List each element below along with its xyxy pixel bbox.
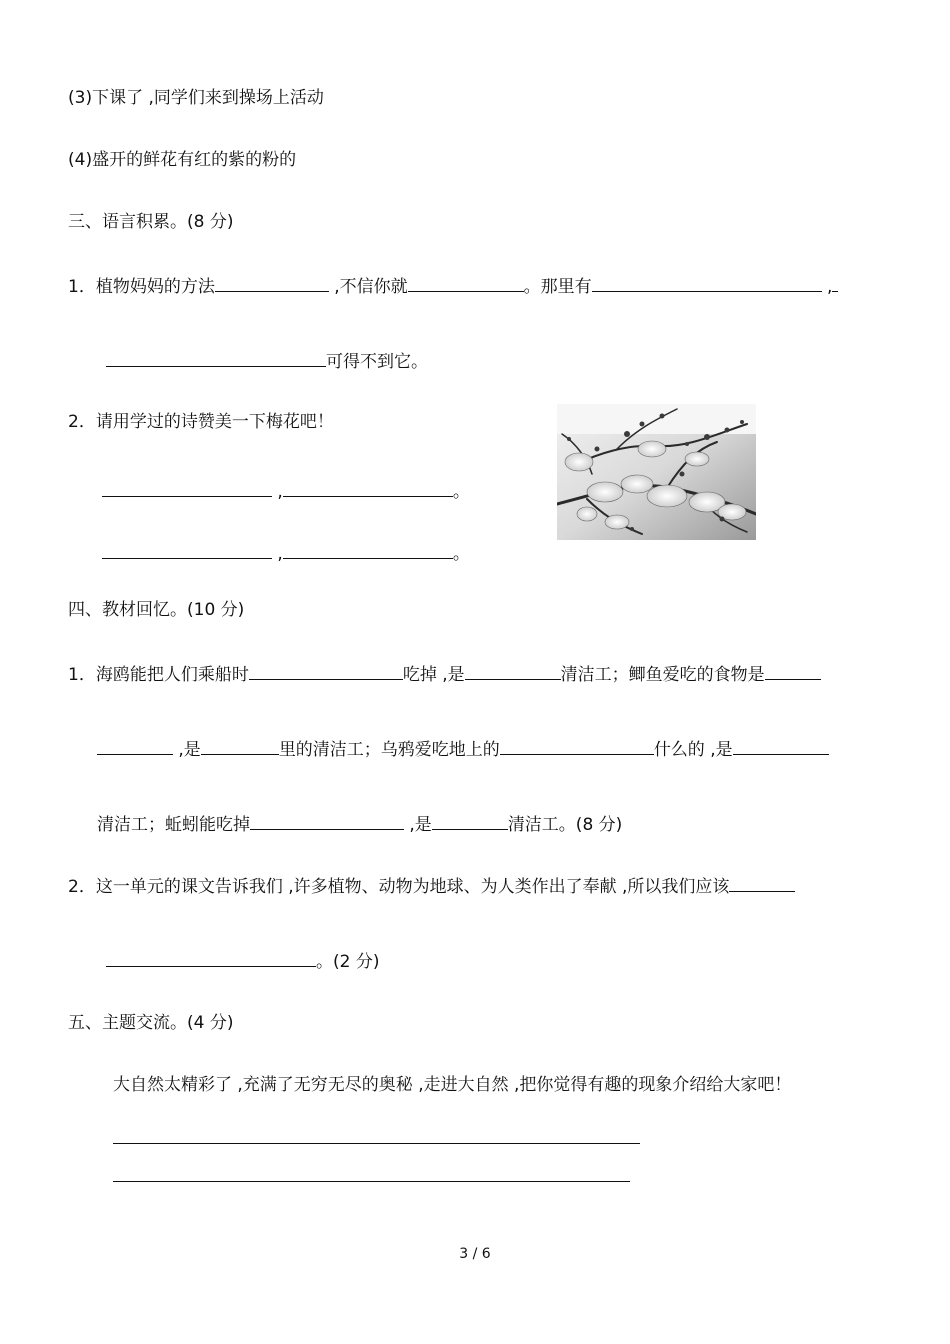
text-part: 。(2 分) xyxy=(316,952,380,972)
answer-blank[interactable] xyxy=(201,736,279,755)
text-part: 1．植物妈妈的方法 xyxy=(68,277,215,297)
writing-line[interactable] xyxy=(113,1143,640,1144)
text-part: 清洁工。(8 分) xyxy=(507,815,623,835)
text-part: 里的清洁工；乌鸦爱吃地上的 xyxy=(278,740,500,760)
answer-blank[interactable] xyxy=(832,273,838,292)
text-part: 可得不到它。 xyxy=(326,352,428,372)
answer-blank[interactable] xyxy=(592,273,822,292)
question-4-2-line-2 xyxy=(106,948,379,974)
text-part: 什么的 ,是 xyxy=(653,740,733,760)
section-5-prompt: 大自然太精彩了 ,充满了无穷无尽的奥秘 ,走进大自然 ,把你觉得有趣的现象介绍给大家吧！ xyxy=(113,1075,792,1095)
answer-blank[interactable] xyxy=(283,540,453,559)
section-3-heading: 三、语言积累。(8 分) xyxy=(68,212,234,232)
text-part: ,是 xyxy=(404,815,432,835)
text-part: ,不信你就 xyxy=(328,277,408,297)
question-3-2: 2．请用学过的诗赞美一下梅花吧！ xyxy=(68,412,334,432)
text-part: , xyxy=(272,482,283,502)
answer-blank[interactable] xyxy=(465,661,561,680)
question-4-1-line-1 xyxy=(68,661,821,687)
text-part: 。 xyxy=(452,482,470,502)
poem-line-1 xyxy=(102,478,470,504)
text-part: , xyxy=(272,544,283,564)
answer-blank[interactable] xyxy=(765,661,821,680)
poem-line-2 xyxy=(102,540,470,566)
plum-blossom-snow-photo xyxy=(557,404,756,540)
text-part: 。那里有 xyxy=(523,277,592,297)
answer-blank[interactable] xyxy=(408,273,524,292)
text-part: , xyxy=(821,277,833,297)
answer-blank[interactable] xyxy=(106,948,316,967)
text-part: 吃掉 ,是 xyxy=(402,665,465,685)
answer-blank[interactable] xyxy=(500,736,654,755)
text-part: 。 xyxy=(452,544,470,564)
answer-blank[interactable] xyxy=(250,811,404,830)
answer-blank[interactable] xyxy=(97,736,173,755)
answer-blank[interactable] xyxy=(249,661,403,680)
text-part: 清洁工；蚯蚓能吃掉 xyxy=(97,815,250,835)
section-5-heading: 五、主题交流。(4 分) xyxy=(68,1013,234,1033)
sentence-item-4: (4)盛开的鲜花有红的紫的粉的 xyxy=(68,150,297,170)
text-part: 清洁工；鲫鱼爱吃的食物是 xyxy=(560,665,765,685)
answer-blank[interactable] xyxy=(215,273,329,292)
question-4-2-line-1 xyxy=(68,873,795,899)
question-3-1-line-1 xyxy=(68,273,838,299)
section-4-heading: 四、教材回忆。(10 分) xyxy=(68,600,245,620)
answer-blank[interactable] xyxy=(432,811,508,830)
answer-blank[interactable] xyxy=(733,736,829,755)
page-number: 3 / 6 xyxy=(459,1246,491,1262)
answer-blank[interactable] xyxy=(106,348,326,367)
text-part: 1．海鸥能把人们乘船时 xyxy=(68,665,249,685)
answer-blank[interactable] xyxy=(729,873,795,892)
text-part: ,是 xyxy=(173,740,201,760)
text-part: 2．这一单元的课文告诉我们 ,许多植物、动物为地球、为人类作出了奉献 ,所以我们应该 xyxy=(68,877,730,897)
question-3-1-line-2 xyxy=(106,348,428,374)
writing-line[interactable] xyxy=(113,1181,630,1182)
answer-blank[interactable] xyxy=(102,540,272,559)
sentence-item-3: (3)下课了 ,同学们来到操场上活动 xyxy=(68,88,324,108)
answer-blank[interactable] xyxy=(102,478,272,497)
question-4-1-line-2 xyxy=(97,736,829,762)
question-4-1-line-3 xyxy=(97,811,622,837)
answer-blank[interactable] xyxy=(283,478,453,497)
